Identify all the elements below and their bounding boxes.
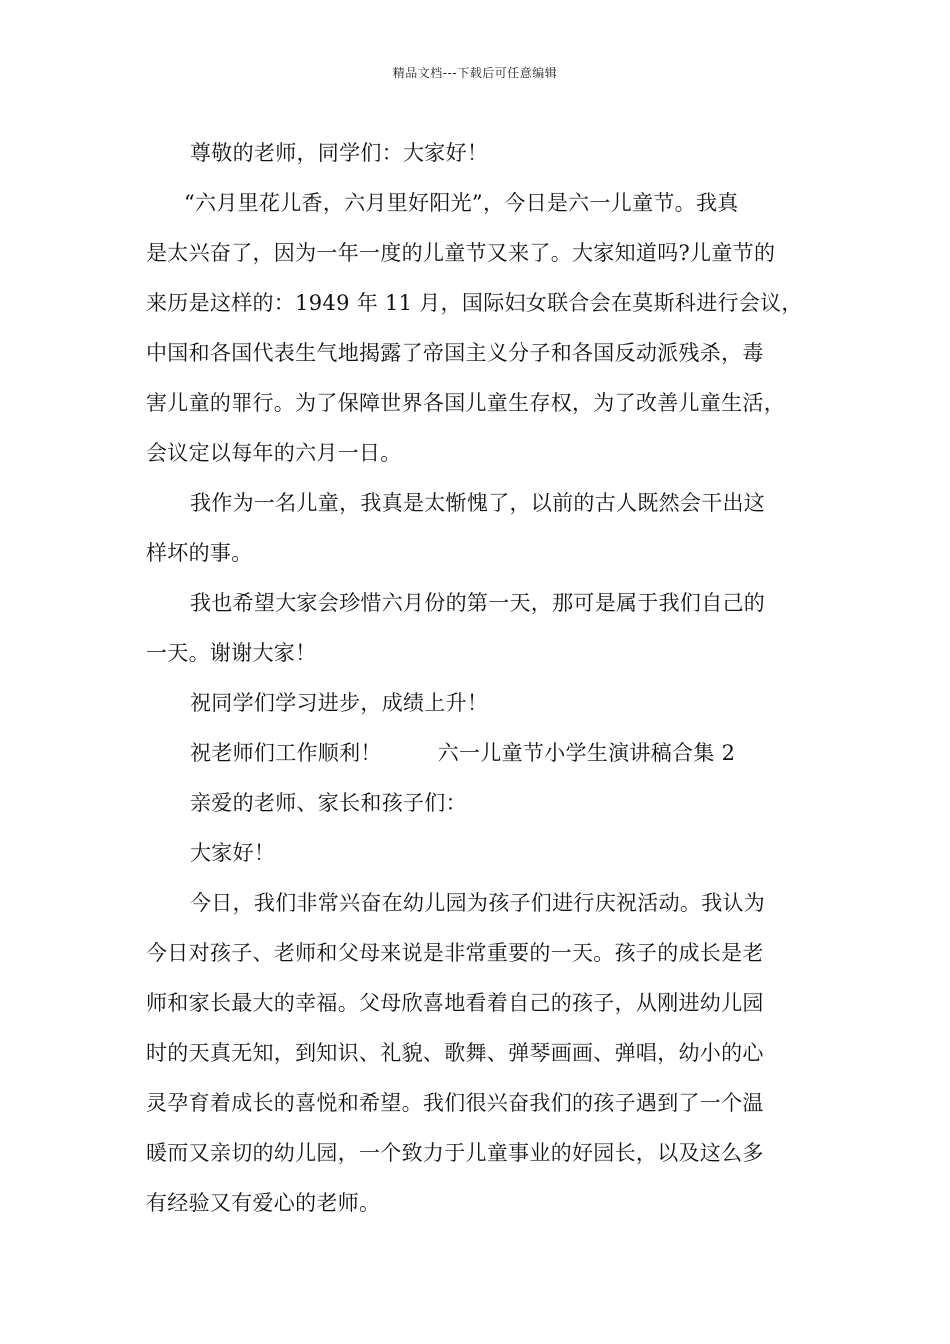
closing-wish: 祝老师们工作顺利！ (190, 741, 382, 765)
text-line: 来历是这样的：1949 年 11 月，国际妇女联合会在莫斯科进行会议， (146, 291, 803, 315)
text-line: 样坏的事。 (146, 541, 253, 565)
page-header: 精品文档---下载后可任意编辑 (392, 66, 558, 80)
text-line: 今日对孩子、老师和父母来说是非常重要的一天。孩子的成长是老 (146, 941, 764, 965)
text-line: 大家好！ (190, 841, 276, 865)
text-line: 尊敬的老师，同学们：大家好！ (190, 141, 489, 165)
text-line: 中国和各国代表生气地揭露了帝国主义分子和各国反动派残杀，毒 (146, 341, 764, 365)
text-line: 灵孕育着成长的喜悦和希望。我们很兴奋我们的孩子遇到了一个温 (146, 1091, 764, 1115)
document-body (146, 128, 814, 1228)
text-line: 会议定以每年的六月一日。 (146, 441, 402, 465)
section-title: 六一儿童节小学生演讲稿合集 2 (437, 741, 736, 765)
text-line: “六月里花儿香，六月里好阳光”，今日是六一儿童节。我真 (184, 191, 739, 215)
text-line: 祝同学们学习进步，成绩上升！ (190, 691, 489, 715)
text-line: 师和家长最大的幸福。父母欣喜地看着自己的孩子，从刚进幼儿园 (146, 991, 764, 1015)
text-line: 暖而又亲切的幼儿园，一个致力于儿童事业的好园长，以及这么多 (146, 1141, 764, 1165)
text-line: 亲爱的老师、家长和孩子们： (190, 791, 467, 815)
text-line: 是太兴奋了，因为一年一度的儿童节又来了。大家知道吗?儿童节的 (146, 241, 776, 265)
text-line: 我作为一名儿童，我真是太惭愧了，以前的古人既然会干出这 (190, 491, 766, 515)
text-line: 时的天真无知，到知识、礼貌、歌舞、弹琴画画、弹唱，幼小的心 (146, 1041, 764, 1065)
text-line: 我也希望大家会珍惜六月份的第一天，那可是属于我们自己的 (190, 591, 766, 615)
text-line: 害儿童的罪行。为了保障世界各国儿童生存权，为了改善儿童生活， (146, 391, 785, 415)
text-line: 有经验又有爱心的老师。 (146, 1191, 381, 1215)
text-line: 今日，我们非常兴奋在幼儿园为孩子们进行庆祝活动。我认为 (190, 891, 766, 915)
text-line: 一天。谢谢大家！ (146, 641, 317, 665)
text-line (146, 728, 814, 778)
